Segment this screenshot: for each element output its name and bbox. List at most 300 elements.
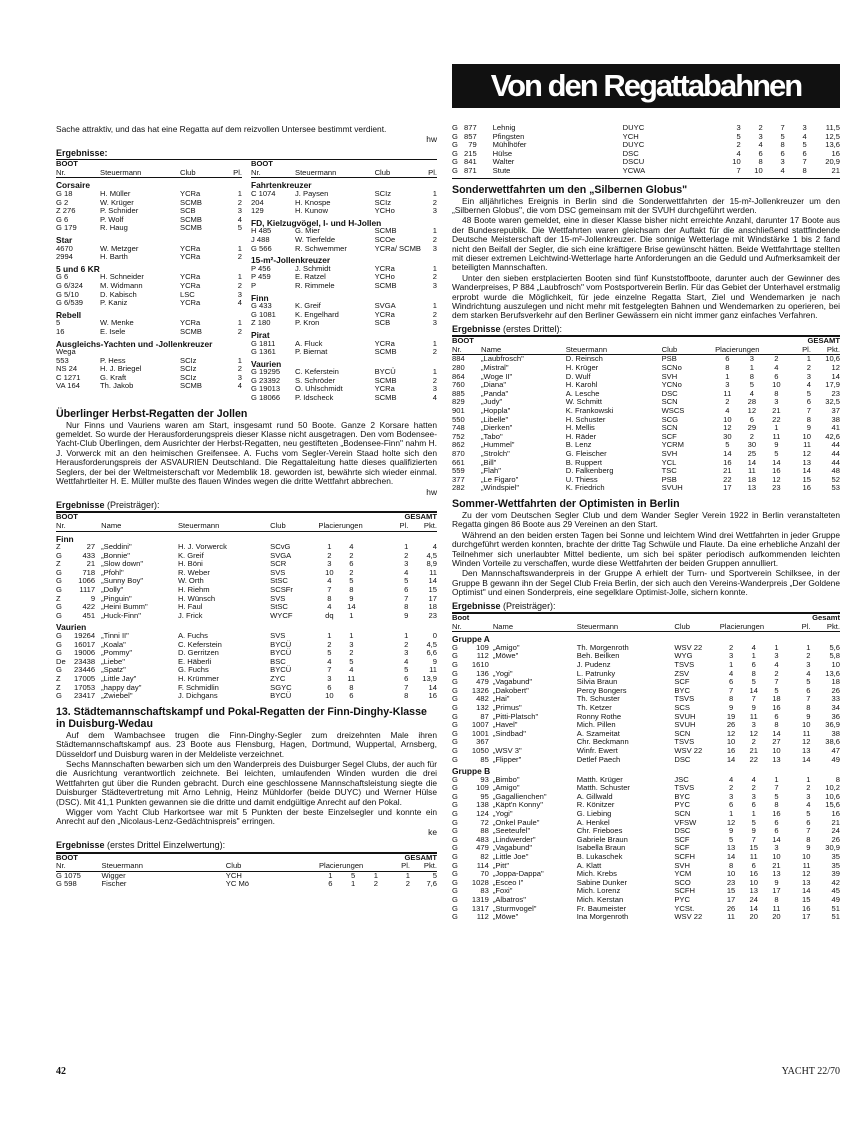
table-cell: G: [452, 791, 458, 801]
table-cell: 114: [476, 860, 489, 870]
class-heading-row: [56, 262, 242, 274]
table-cell: 6: [774, 371, 779, 381]
table-cell: 14: [347, 602, 356, 612]
table-cell: 17: [428, 593, 437, 603]
table-cell: 11: [772, 903, 781, 913]
table-cell: „Hummel": [480, 440, 515, 450]
column-header: GESAMT: [404, 852, 437, 862]
article-paragraph: 48 Boote waren gemeldet, eine in dieser Klasse bisher nicht erreichte Anzahl, darunter 17 Boote aus der Bundesrepublik. Die Wettfahrten waren gleichsam der Auftakt für die anschließend stattfindende Deutsche Meisterschaft der 15-m²-Jollenkreuzer. Die sonnige Wetterlage mit Windstärke 1 bis 2 fand nicht den Beifall der Segler, die sich eine kräftigere Brise gewünscht hätten. Beide Wettfahrttage stellten mit dieser extremen Leichtwind-Wetterlage harte Anforderungen an die Geduld und Aufmerksamkeit der beteiligten Mannschaften.: [452, 215, 840, 273]
table-cell: YCRa: [180, 298, 201, 308]
table-cell: 12: [831, 363, 840, 373]
table-cell: 21: [831, 165, 840, 175]
table-cell: 49: [831, 754, 840, 764]
table-cell: BYC: [674, 685, 690, 695]
table-cell: TSVS: [674, 737, 695, 747]
table-cell: „Amigo": [492, 783, 520, 793]
table-cell: 877: [464, 123, 477, 132]
table-cell: 7: [806, 406, 811, 415]
table-cell: „Albatros": [492, 895, 526, 904]
column-header: Nr.: [56, 167, 66, 177]
table-cell: Isabella Braun: [576, 843, 626, 853]
article-paragraph: Unter den sieben erstplacierten Booten sind fünf Kunststoffboote, darunter auch der Gewinner des Wanderpreises, P 884 „Laubfrosch" vom Postsportverein Berlin. Für das Gebiet der Unterhavel erstmalig erprobt wurde die Möglichkeit, für jede einzelne Regatta Start, Ziel und Wendemarken je nach Windrichtung auszulegen und nicht mehr mit festgelegten Bahnen und Wendemarken zu operieren, bei dem starken Berufsverkehr auf den Berliner Gewässern ein nicht immer ganz einfaches Verfahren.: [452, 272, 840, 321]
table-row: [251, 302, 437, 311]
table-cell: SCF: [674, 834, 690, 844]
table-cell: 5: [751, 817, 756, 827]
table-cell: 11: [749, 852, 758, 862]
results-label: Ergebnisse (erstes Drittel Einzelwertung):: [56, 840, 226, 851]
column-header: Club: [180, 167, 196, 177]
table-cell: 83: [480, 886, 489, 896]
table-cell: H. J. Briegel: [100, 364, 142, 374]
table-cell: SCIz: [374, 189, 392, 198]
table-cell: [362, 569, 384, 578]
table-cell: 870: [452, 448, 465, 458]
table-cell: „Amigo": [492, 642, 520, 652]
table-cell: 87: [480, 711, 489, 721]
table-cell: 11: [802, 728, 811, 738]
table-cell: 14: [726, 754, 736, 764]
table-cell: Matth. Schuster: [576, 783, 630, 793]
table-cell: 7,6: [426, 879, 437, 889]
table-cell: YCRa: [180, 318, 201, 328]
table-cell: 79: [468, 140, 477, 150]
table-cell: H. Krüger: [565, 363, 599, 373]
class-heading: Rebell: [56, 309, 82, 320]
herbst-results-table: [56, 511, 437, 700]
column-header: Steuermann: [576, 621, 619, 631]
table-cell: Detlef Paech: [576, 754, 621, 764]
table-cell: 5: [774, 791, 779, 801]
table-cell: 4: [780, 165, 785, 175]
table-cell: 23: [831, 388, 840, 398]
table-cell: 3: [432, 318, 437, 328]
table-cell: [362, 632, 384, 641]
table-cell: 7: [327, 585, 332, 595]
table-cell: WSCS: [661, 406, 685, 415]
table-cell: 26: [831, 834, 840, 844]
class-heading: FD, Kielzugvögel, I- und H-Jollen: [251, 217, 382, 228]
table-row: [56, 273, 242, 282]
table-cell: 3: [725, 380, 730, 390]
table-cell: 550: [452, 414, 465, 424]
table-cell: 9: [806, 843, 811, 853]
column-header: BOOT: [251, 159, 273, 169]
table-cell: YCHo: [374, 272, 395, 282]
table-cell: R. Rimmele: [295, 280, 335, 290]
column-header: Pkt.: [423, 520, 437, 530]
table-cell: SCFH: [674, 886, 696, 896]
column-header: Pkt.: [826, 621, 840, 631]
table-cell: G: [452, 886, 458, 896]
table-cell: G: [452, 774, 458, 784]
table-cell: 6: [749, 414, 754, 424]
table-cell: 14: [772, 834, 781, 844]
table-cell: 2: [806, 363, 811, 373]
table-cell: 49: [831, 895, 840, 904]
table-cell: „Bonnie": [101, 550, 130, 560]
table-cell: 1: [328, 870, 333, 880]
table-cell: 14: [772, 728, 781, 738]
table-cell: 15: [726, 886, 736, 896]
table-cell: 215: [464, 148, 477, 158]
table-cell: 4: [327, 656, 332, 666]
results-label: Ergebnisse (erstes Drittel):: [452, 323, 563, 334]
table-cell: YCWA: [622, 165, 646, 175]
table-cell: 112: [476, 651, 489, 661]
table-cell: 3: [237, 289, 242, 299]
table-cell: H. Räder: [565, 431, 597, 441]
table-cell: 661: [452, 457, 465, 467]
table-cell: 1: [350, 879, 356, 889]
table-cell: 51: [831, 903, 840, 913]
table-cell: 93: [480, 774, 489, 784]
table-cell: C 1074: [251, 189, 276, 198]
table-cell: 82: [480, 852, 489, 862]
table-cell: 1: [725, 371, 730, 381]
table-cell: 6: [780, 148, 785, 158]
table-cell: Z: [56, 674, 61, 683]
table-cell: „Gagallienchen": [492, 791, 547, 801]
table-cell: 2: [432, 234, 437, 244]
table-cell: LSC: [180, 289, 195, 299]
table-cell: „Tinni II": [101, 631, 129, 641]
table-cell: 1: [774, 774, 779, 784]
table-cell: H 485: [251, 226, 272, 236]
table-cell: 11: [429, 665, 437, 675]
table-cell: 8: [758, 157, 763, 167]
table-cell: A. Fluck: [295, 338, 323, 348]
table-cell: [362, 612, 384, 621]
class-heading: 15-m²-Jollenkreuzer: [251, 255, 331, 266]
table-cell: 2: [751, 737, 756, 747]
table-cell: 19: [726, 711, 736, 721]
table-cell: G. Kraft: [100, 372, 127, 382]
table-cell: 38,6: [825, 737, 840, 747]
table-cell: 12: [726, 817, 736, 827]
table-cell: SVUH: [674, 720, 696, 730]
table-cell: A. Gillwald: [576, 791, 613, 801]
table-cell: 38: [831, 728, 840, 738]
table-cell: D. Falkenberg: [565, 466, 614, 476]
table-cell: 5,8: [829, 651, 840, 661]
table-cell: 48: [831, 466, 840, 476]
table-cell: 12,5: [825, 131, 840, 141]
table-cell: 1: [728, 659, 734, 669]
table-cell: 2: [237, 252, 242, 262]
table-cell: 2: [349, 648, 354, 658]
table-cell: TSVS: [674, 659, 695, 669]
table-cell: 14: [723, 448, 732, 458]
table-row: [452, 730, 840, 739]
table-row: [56, 216, 242, 225]
table-cell: A. Lesche: [565, 388, 600, 398]
table-cell: De: [56, 656, 66, 666]
table-cell: „Seeteufel": [492, 826, 531, 836]
table-cell: G 1811: [251, 338, 276, 348]
table-cell: „Dakobert": [492, 685, 529, 695]
table-cell: 760: [452, 380, 465, 390]
table-cell: 10: [325, 567, 334, 577]
table-cell: 2: [774, 668, 779, 678]
table-header-row: [56, 862, 437, 871]
table-cell: „Diana": [480, 380, 507, 390]
table-cell: 85: [480, 754, 489, 764]
table-cell: Th. Jakob: [100, 381, 134, 391]
table-cell: 13,6: [825, 668, 840, 678]
table-cell: 5: [349, 656, 354, 666]
table-cell: 24: [749, 895, 758, 904]
table-cell: 13: [802, 457, 811, 467]
table-cell: 884: [452, 354, 465, 364]
table-cell: 12: [802, 737, 811, 747]
table-cell: SCMB: [374, 347, 397, 357]
table-cell: „Strolch": [480, 448, 510, 458]
table-cell: 2: [237, 280, 242, 290]
table-cell: 280: [452, 363, 465, 373]
table-header-row: [452, 623, 840, 632]
table-cell: H. Wünsch: [177, 593, 216, 603]
table-cell: „WSV 3": [492, 745, 522, 755]
table-cell: 6: [728, 677, 734, 687]
table-cell: G: [452, 817, 458, 827]
table-cell: G: [452, 869, 458, 879]
table-cell: 1: [237, 243, 242, 253]
table-cell: 2: [728, 642, 734, 652]
table-cell: 4: [774, 363, 779, 373]
class-heading: Finn: [251, 292, 269, 303]
table-cell: 23: [772, 483, 781, 493]
table-cell: 3: [432, 384, 437, 394]
table-cell: 25: [747, 448, 757, 458]
table-cell: A. Klatt: [576, 860, 602, 870]
table-cell: PSB: [661, 474, 677, 484]
table-cell: G: [56, 665, 62, 675]
table-cell: 12: [749, 728, 758, 738]
table-cell: SCR: [270, 559, 287, 569]
class-heading: Gruppe B: [452, 766, 491, 777]
table-cell: G: [452, 720, 458, 730]
table-cell: A. Szameitat: [576, 728, 620, 738]
table-cell: 6: [806, 817, 811, 827]
table-cell: G 179: [56, 223, 77, 233]
table-cell: 5: [751, 677, 756, 687]
table-cell: 44: [831, 448, 840, 458]
table-cell: K. Greif: [177, 550, 204, 560]
table-cell: G: [56, 585, 62, 595]
table-cell: „Liebe": [101, 656, 125, 666]
table-cell: 1: [327, 542, 332, 552]
table-cell: 5: [736, 131, 741, 141]
table-cell: 5: [349, 576, 354, 586]
table-cell: „Laubfrosch": [480, 354, 524, 364]
table-cell: 7: [802, 157, 807, 167]
table-cell: 13: [726, 843, 736, 853]
class-heading-row: [452, 764, 840, 776]
table-cell: 70: [480, 869, 489, 879]
table-cell: 4: [432, 542, 437, 552]
table-cell: C. Keferstein: [295, 367, 339, 377]
table-cell: Gabriele Braun: [576, 834, 628, 844]
table-cell: „Hai": [492, 694, 510, 704]
table-cell: 5: [327, 648, 332, 658]
column-header: Nr.: [251, 167, 261, 177]
table-cell: 12: [802, 869, 811, 879]
subclass-heading: Wega: [56, 347, 76, 357]
table-cell: 857: [464, 131, 477, 141]
table-header-row: [452, 337, 840, 346]
table-cell: „Bill": [480, 457, 497, 467]
table-cell: H. Krümmer: [177, 674, 219, 683]
table-cell: 1: [749, 363, 754, 373]
table-cell: 17: [772, 886, 781, 896]
table-cell: Ronny Rothe: [576, 711, 622, 721]
table-cell: G 5/10: [56, 289, 79, 299]
table-cell: YCRa: [180, 280, 201, 290]
table-cell: 17005: [74, 674, 96, 683]
table-cell: G: [452, 852, 458, 862]
table-cell: 32,5: [825, 397, 840, 407]
table-cell: YCRa: [374, 384, 395, 394]
table-cell: 4: [237, 381, 242, 391]
table-cell: 14: [749, 685, 758, 695]
table-cell: 9: [751, 702, 756, 712]
table-row: [251, 190, 437, 199]
table-cell: „Vagabund": [492, 677, 533, 687]
column-header: Club: [270, 520, 286, 530]
table-cell: YCRa: [180, 243, 201, 253]
table-cell: 2: [373, 879, 378, 889]
table-cell: 17053: [74, 682, 96, 692]
table-cell: [362, 543, 384, 552]
table-cell: 8: [725, 363, 730, 373]
class-heading-row: [251, 291, 437, 303]
table-cell: 20: [749, 912, 758, 922]
class-heading: Ausgleichs-Yachten und -Jollenkreuzer: [56, 338, 213, 349]
table-cell: 2: [432, 375, 437, 385]
table-cell: [362, 675, 384, 684]
table-row: [251, 265, 437, 274]
table-cell: Pfingsten: [492, 131, 525, 141]
table-cell: Mich. Krebs: [576, 869, 617, 879]
table-cell: SVH: [661, 371, 678, 381]
table-cell: 4: [349, 542, 354, 552]
table-cell: „Le Figaro": [480, 474, 519, 484]
table-cell: [362, 552, 384, 561]
table-cell: 13: [772, 754, 781, 764]
table-cell: G 23392: [251, 375, 281, 385]
table-cell: 8: [806, 414, 811, 424]
table-cell: [362, 603, 384, 612]
table-cell: 4: [802, 131, 807, 141]
table-cell: 23417: [74, 691, 96, 701]
table-cell: WYG: [674, 651, 693, 661]
table-cell: PYC: [674, 895, 690, 904]
table-cell: „Pfohl": [101, 567, 124, 577]
table-cell: 8: [749, 371, 754, 381]
table-cell: 1: [751, 651, 756, 661]
table-cell: 11: [747, 466, 756, 476]
class-heading: Star: [56, 234, 73, 245]
table-cell: [362, 586, 384, 595]
left-column: [56, 124, 437, 889]
table-cell: 13: [802, 745, 811, 755]
table-cell: SCN: [674, 728, 691, 738]
table-cell: 8: [349, 585, 354, 595]
table-cell: SCF: [674, 677, 690, 687]
table-cell: 41: [831, 423, 840, 433]
table-cell: 5: [728, 834, 734, 844]
table-cell: G 18: [56, 189, 73, 198]
table-cell: „Hoppla": [480, 406, 511, 415]
table-cell: 16: [772, 809, 781, 819]
table-cell: G: [452, 148, 458, 158]
table-cell: 829: [452, 397, 465, 407]
table-cell: Walter: [492, 157, 515, 167]
table-cell: 2: [237, 197, 242, 207]
table-cell: D. Kabisch: [100, 289, 137, 299]
table-cell: 12: [726, 728, 736, 738]
table-cell: [362, 692, 384, 701]
table-cell: YCRa: [374, 263, 395, 273]
column-header: Gesamt: [812, 613, 840, 622]
table-cell: 7: [327, 665, 332, 675]
table-cell: 6: [806, 685, 811, 695]
table-cell: „Zwiebel": [101, 691, 133, 701]
table-cell: A. Fuchs: [177, 631, 208, 641]
table-cell: B. Ruppert: [565, 457, 603, 467]
class-heading: Fahrtenkreuzer: [251, 180, 312, 191]
table-row: [452, 756, 840, 765]
table-cell: SCB: [374, 318, 391, 328]
table-cell: 44: [831, 440, 840, 450]
column-header: Pl.: [428, 167, 437, 177]
table-cell: 10: [723, 414, 732, 424]
table-cell: A. Henkel: [576, 817, 610, 827]
table-row: [56, 291, 242, 300]
table-cell: 8: [327, 593, 332, 603]
author-signature: hw: [426, 486, 437, 497]
table-cell: 19264: [74, 631, 96, 641]
table-row: [251, 282, 437, 291]
table-cell: 451: [82, 610, 96, 620]
table-cell: 16: [428, 691, 437, 701]
table-cell: 5: [780, 131, 785, 141]
table-cell: 3: [736, 123, 741, 132]
table-cell: 4: [404, 656, 409, 666]
table-cell: 7: [728, 685, 734, 695]
table-cell: 45: [831, 886, 840, 896]
table-cell: 9: [806, 711, 811, 721]
table-cell: [362, 595, 384, 604]
table-cell: 1317: [471, 903, 489, 913]
table-cell: „Yogi": [492, 809, 513, 819]
table-cell: „Pinguin": [101, 593, 132, 603]
table-cell: 14: [772, 457, 781, 467]
table-cell: 5: [806, 388, 811, 398]
table-cell: 4: [806, 380, 811, 390]
table-cell: 11: [347, 674, 356, 683]
table-row: [452, 373, 840, 382]
table-cell: H. J. Vorwerck: [177, 542, 227, 552]
blank-cell: [362, 513, 384, 522]
table-cell: 10: [732, 157, 741, 167]
table-cell: [362, 684, 384, 693]
table-cell: G: [452, 834, 458, 844]
table-cell: 10,6: [825, 791, 840, 801]
table-cell: 6: [751, 860, 756, 870]
table-cell: 1319: [471, 895, 489, 904]
table-cell: W. Tierfelde: [295, 234, 336, 244]
